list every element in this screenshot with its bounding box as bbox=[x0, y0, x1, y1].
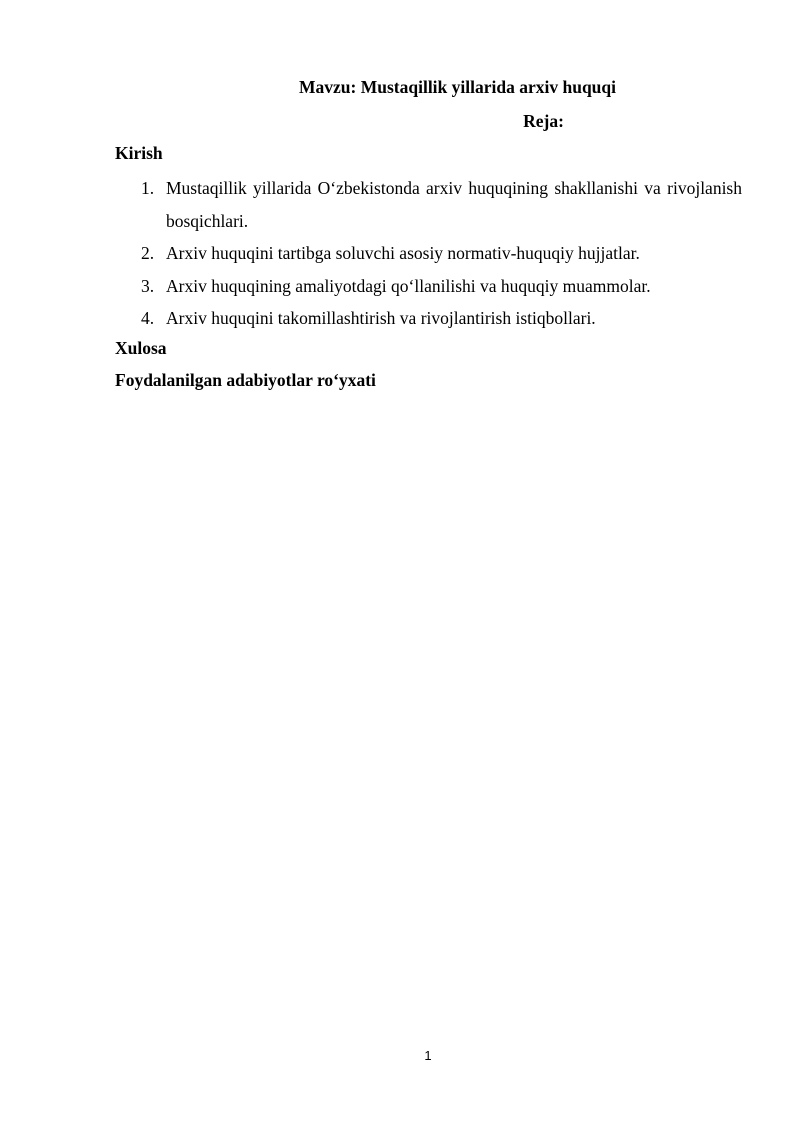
references-heading: Foydalanilgan adabiyotlar ro‘yxati bbox=[115, 370, 376, 390]
plan-item bbox=[115, 172, 742, 237]
plan-item bbox=[115, 237, 742, 270]
plan-item-number: 1. bbox=[141, 178, 155, 198]
plan-heading: Reja: bbox=[523, 111, 564, 131]
plan-item-text: Arxiv huquqini tartibga soluvchi asosiy normativ-huquqiy hujjatlar. bbox=[166, 243, 640, 263]
plan-item-text: Arxiv huquqini takomillashtirish va rivojlantirish istiqbollari. bbox=[166, 308, 596, 328]
page-number: 1 bbox=[424, 1048, 432, 1063]
intro-heading: Kirish bbox=[115, 143, 163, 163]
plan-item-text: Arxiv huquqining amaliyotdagi qo‘llanilishi va huquqiy muammolar. bbox=[166, 275, 651, 296]
plan-heading-row bbox=[115, 110, 742, 132]
plan-item-number: 2. bbox=[141, 243, 155, 263]
plan-item bbox=[115, 302, 742, 335]
document-title: Mavzu: Mustaqillik yillarida arxiv huquqi bbox=[299, 77, 616, 97]
plan-list bbox=[115, 172, 742, 335]
plan-item-number: 3. bbox=[141, 275, 155, 296]
plan-item-number: 4. bbox=[141, 308, 155, 328]
plan-item-text: Mustaqillik yillarida O‘zbekistonda arxiv huquqining shakllanishi va rivojlanish bosqichlari. bbox=[166, 178, 742, 231]
conclusion-heading: Xulosa bbox=[115, 338, 167, 358]
plan-item bbox=[115, 270, 742, 303]
